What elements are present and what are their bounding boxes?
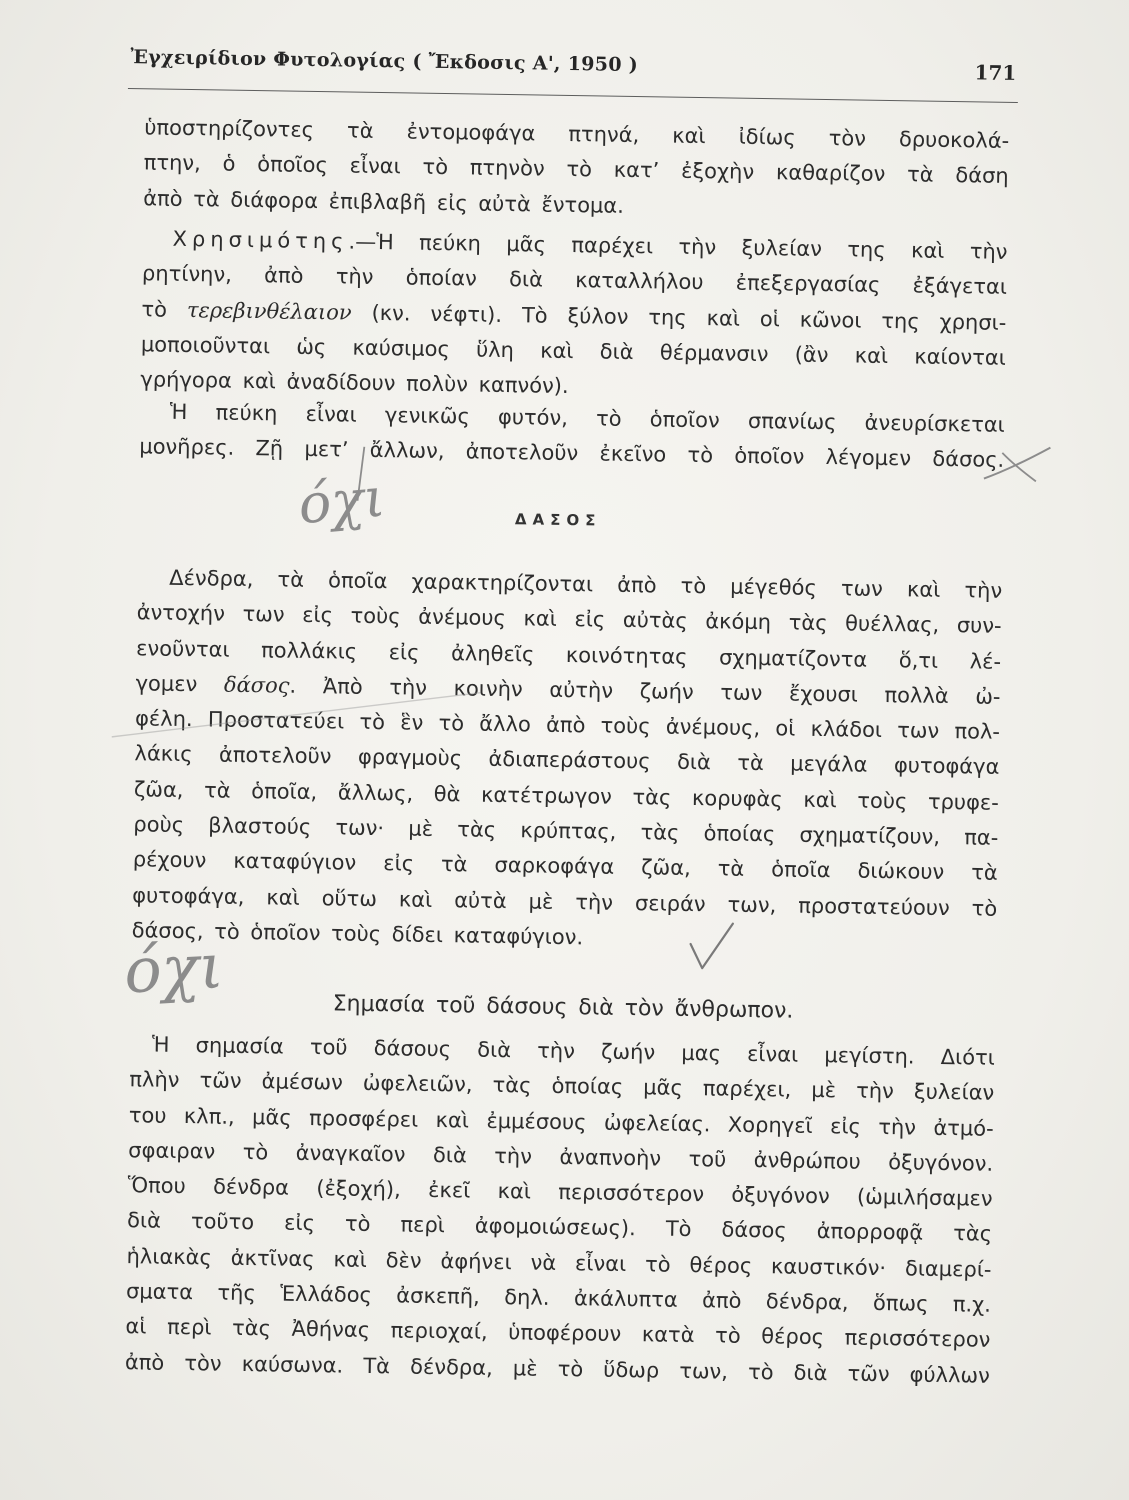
text-line: ρητίνην, ἀπὸ τὴν ὁποίαν διὰ καταλλήλου ἐπεξεργασίας ἐξάγεται [141,261,1008,300]
pencil-strike-mark [980,440,1053,487]
text-line: Ἡ πεύκη εἶναι γενικῶς φυτόν, τὸ ὁποῖον σπανίως ἀνευρίσκεται [169,399,1005,437]
check-mark-icon [686,920,737,973]
text-line: δάσος, τὸ ὁποῖον τοὺς δίδει καταφύγιον. [131,918,584,950]
text-line: ζῶα, τὰ ὁποῖα, ἄλλως, θὰ κατέτρωγον τὰς κορυφὰς καὶ τοὺς τρυφε- [133,777,1000,815]
text-line: Δένδρα, τὰ ὁποῖα χαρακτηρίζονται ἀπὸ τὸ μέγεθός των καὶ τὴν [169,565,1003,603]
text-line: διὰ τοῦτο εἰς τὸ περὶ ἀφομοιώσεως). Τὸ δάσος ἀπορροφᾷ τὰς [126,1208,993,1247]
italic-term: δάσος [223,672,290,698]
subheading: Σημασία τοῦ δάσους διὰ τὸν ἄνθρωπον. [332,991,794,1024]
text-line: φυτοφάγα, καὶ οὕτω καὶ αὐτὰ μὲ τὴν σειράν των, προστατεύουν τὸ [132,882,998,921]
text-line: ἀπὸ τὸν καύσωνα. Τὰ δένδρα, μὲ τὸ ὕδωρ των, τὸ διὰ τῶν φύλλων [124,1349,991,1388]
text-line: μοποιοῦνται ὡς καύσιμος ὕλη καὶ διὰ θέρμανσιν (ἂν καὶ καίονται [140,332,1007,370]
italic-term: τερεβινθέλαιον [186,297,352,325]
running-header-title: Ἐγχειρίδιον Φυτολογίας ( Ἔκδοσις Α', 1950 ) [130,46,639,77]
text-line: πτην, ὁ ὁποῖος εἶναι τὸ πτηνὸν τὸ κατ’ ἐξοχὴν καθαρίζον τὰ δάση [143,150,1009,189]
paragraph-5 [125,1027,995,1394]
text-line: Ἡ σημασία τοῦ δάσους διὰ τὴν ζωήν μας εἶναι μεγίστη. Διότι [151,1032,996,1070]
text-line: σφαιραν τὸ ἀναγκαῖον διὰ τὴν ἀναπνοὴν τοῦ ἀνθρώπου ὀξυγόνον. [128,1138,994,1176]
spaced-heading: Χρησιμότης [172,226,349,254]
handwritten-annotation: όχι [122,929,226,1008]
line-text: .—Ἡ πεύκη μᾶς παρέχει τὴν ξυλείαν της καὶ τὴν [348,229,1008,264]
text-line: μονῆρες. Ζῇ μετ’ ἄλλων, ἀποτελοῦν ἐκεῖνο τὸ ὁποῖον λέγομεν δάσος. [139,434,1005,473]
text-line: λάκις ἀποτελοῦν φραγμοὺς ἀδιαπεράστους διὰ τὰ μεγάλα φυτοφάγα [134,741,1000,780]
paragraph-1 [143,110,1010,229]
text-line: ἡλιακὰς ἀκτῖνας καὶ δὲν ἀφήνει νὰ εἶναι τὸ θέρος καυστικόν· διαμερί- [126,1243,992,1282]
text-line: πλὴν τῶν ἀμέσων ὠφελειῶν, τὰς ὁποίας μᾶς παρέχει, μὲ τὴν ξυλείαν [129,1067,995,1106]
section-heading: ΔΑΣΟΣ [514,510,602,530]
line-text: γομεν [135,671,198,697]
text-line: Ὅπου δένδρα (ἐξοχή), ἐκεῖ καὶ περισσότερον ὀξυγόνον (ὡμιλήσαμεν [127,1173,993,1211]
text-line: ἀντοχήν των εἰς τοὺς ἀνέμους καὶ εἰς αὐτὰς ἀκόμη τὰς θυέλλας, συν- [136,600,1002,639]
text-line: ὑποστηρίζοντες τὰ ἐντομοφάγα πτηνά, καὶ ἰδίως τὸν δρυοκολά- [144,115,1010,153]
text-line: φέλη. Προστατεύει τὸ ἓν τὸ ἄλλο ἀπὸ τοὺς ἀνέμους, οἱ κλάδοι των πολ- [134,706,1001,745]
text-line: του κλπ., μᾶς προσφέρει καὶ ἐμμέσους ὠφελείας. Χορηγεῖ εἰς τὴν ἀτμό- [128,1102,994,1141]
text-line: ρέχουν καταφύγιον εἰς τὰ σαρκοφάγα ζῶα, τὰ ὁποῖα διώκουν τὰ [132,847,998,886]
text-line: ἀπὸ τὰ διάφορα ἐπιβλαβῆ εἰς αὐτὰ ἔντομα. [143,185,625,218]
text-line: ροὺς βλαστούς των· μὲ τὰς κρύπτας, τὰς ὁποίας σχηματίζουν, πα- [133,812,999,850]
line-text: (κν. νέφτι). Τὸ ξύλον της καὶ οἱ κῶνοι της χρησι- [371,300,1007,335]
text-line: ενοῦνται πολλάκις εἰς ἀληθεῖς κοινότητας σχηματίζοντα ὅ,τι λέ- [135,635,1002,674]
line-text: τὸ [141,296,168,322]
scanned-book-page [89,23,1041,1427]
line-text: . Ἀπὸ τὴν κοινὴν αὐτὴν ζωήν των ἔχουσι πολλὰ ὠ- [289,673,1001,709]
text-line: γρήγορα καὶ ἀναδίδουν πολὺν καπνόν). [140,367,569,399]
header-rule [128,88,1018,103]
paragraph-3 [139,394,1005,478]
paragraph-2 [140,221,1008,411]
paragraph-4 [131,560,1002,962]
text-line: σματα τῆς Ἑλλάδος ἀσκεπῆ, δηλ. ἀκάλυπτα ἀπὸ δένδρα, ὅπως π.χ. [125,1279,992,1317]
page-number: 171 [974,60,1017,86]
pencil-line [110,673,491,749]
handwritten-annotation: όχι [295,465,388,537]
text-line: αἱ περὶ τὰς Ἀθήνας περιοχαί, ὑποφέρουν κατὰ τὸ θέρος περισσότερον [125,1314,991,1353]
